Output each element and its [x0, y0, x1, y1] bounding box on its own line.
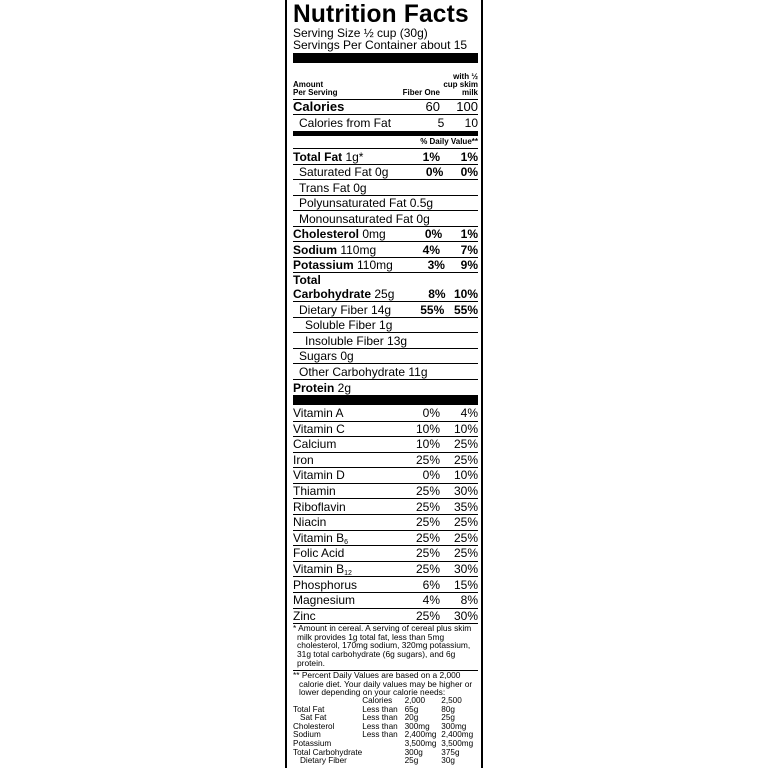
- vitamin-v2: 30%: [453, 608, 478, 623]
- vitamin-label: Iron: [293, 452, 314, 467]
- vitamin-name: [293, 406, 380, 421]
- dv-cell: 375g: [441, 747, 460, 757]
- vitamin-label: Riboflavin: [293, 499, 346, 514]
- nutrient-row: [293, 211, 478, 227]
- nutrient-name: Trans Fat 0g: [299, 180, 367, 195]
- vitamin-v1: 0%: [422, 406, 440, 420]
- dv-cell: 25g: [404, 756, 419, 766]
- vitamin-name: [293, 562, 380, 577]
- vitamin-v1: 25%: [415, 561, 440, 576]
- vitamin-v2: 25%: [453, 546, 478, 561]
- nutrient-row: [293, 149, 478, 165]
- vitamin-name: [293, 546, 380, 561]
- col-with-milk: [440, 73, 478, 97]
- nutrient-label: Sodium: [293, 242, 337, 257]
- vitamin-label: Vitamin C: [293, 421, 345, 436]
- nutrient-name-line1: Total: [293, 273, 321, 287]
- nutrient-name: Insoluble Fiber 13g: [305, 333, 408, 348]
- vitamin-v1: 25%: [415, 499, 440, 514]
- dv-cell: 2,400mg: [441, 730, 474, 740]
- column-header: [293, 65, 478, 99]
- nutrient-name: [293, 273, 394, 301]
- vitamin-row: [293, 437, 478, 453]
- nutrient-name: Saturated Fat 0g: [299, 165, 389, 179]
- nutrient-amount: 0mg: [359, 227, 386, 241]
- daily-values-table: [293, 697, 478, 766]
- dv-cell: Cholesterol: [293, 721, 335, 731]
- dv-cell: 20g: [404, 713, 419, 723]
- nutrient-row: [293, 318, 478, 334]
- nutrient-name: [293, 381, 478, 395]
- nutrient-label: Potassium: [293, 258, 354, 272]
- vitamin-v1: 25%: [415, 515, 440, 530]
- vitamin-v1: 25%: [415, 530, 440, 545]
- nutrient-name-line2: Carbohydrate: [293, 287, 372, 301]
- vitamin-label: Vitamin B: [293, 530, 345, 545]
- nutrient-row: [293, 242, 478, 258]
- nutrient-amount: 25g: [371, 287, 395, 301]
- vitamin-v2: 10%: [453, 421, 478, 436]
- vitamin-row: [293, 515, 478, 531]
- dv-cell: Sat Fat: [300, 713, 327, 723]
- nutrient-row: [293, 258, 478, 274]
- dv-cell: Less than: [362, 704, 398, 714]
- vitamin-row: [293, 593, 478, 609]
- dv-cell: 65g: [404, 704, 419, 714]
- vitamin-subscript: 6: [344, 538, 349, 546]
- vitamin-name: [293, 500, 380, 515]
- nutrient-row: [293, 273, 478, 302]
- vitamin-row: [293, 422, 478, 438]
- vitamin-v2: 8%: [460, 593, 478, 608]
- nutrient-dv-v1: 3%: [427, 258, 445, 272]
- vitamin-label: Vitamin A: [293, 406, 344, 420]
- dv-cell: Less than: [362, 713, 398, 723]
- nutrient-amount: 110mg: [353, 258, 393, 272]
- vitamin-row: [293, 577, 478, 593]
- col-fiber-one: Fiber One: [402, 88, 440, 97]
- vitamin-label: Folic Acid: [293, 546, 345, 561]
- nutrient-name: [293, 150, 380, 164]
- dv-head-cell: 2,500: [441, 695, 462, 705]
- dv-cell: [362, 757, 404, 766]
- vitamin-row: [293, 405, 478, 422]
- calories-v2: 100: [456, 99, 478, 114]
- col2-line1: with ½: [453, 72, 478, 81]
- vitamin-row: [293, 499, 478, 515]
- dv-cell: 3,500mg: [441, 738, 474, 748]
- nutrient-row: [293, 302, 478, 318]
- vitamin-v2: 25%: [453, 530, 478, 545]
- vitamin-v1: 10%: [415, 421, 440, 436]
- dv-cell: Potassium: [293, 738, 332, 748]
- vitamin-name: [293, 609, 380, 624]
- nutrient-dv-v2: 9%: [460, 258, 478, 272]
- calories-v1: 60: [425, 99, 440, 114]
- calories-fat-v1: 5: [437, 116, 445, 130]
- nutrient-row: [293, 349, 478, 365]
- vitamin-label: Calcium: [293, 437, 337, 452]
- nutrient-name: Polyunsaturated Fat 0.5g: [299, 196, 434, 210]
- nutrient-amount: 1g*: [342, 149, 364, 164]
- vitamin-v1: 25%: [415, 608, 440, 623]
- nutrient-dv-v1: 0%: [424, 227, 443, 241]
- dv-cell: [362, 740, 404, 749]
- vitamin-row: [293, 546, 478, 562]
- nutrient-name: Dietary Fiber 14g: [299, 302, 392, 317]
- dv-cell: 30g: [441, 756, 455, 766]
- dv-cell: 300g: [404, 747, 423, 757]
- nutrient-dv-v1: 55%: [420, 302, 445, 317]
- dv-cell: Total Fat: [293, 704, 325, 714]
- calories-fat-v2: 10: [464, 116, 478, 130]
- nutrition-facts-label: [285, 0, 483, 768]
- nutrient-row: [293, 196, 478, 212]
- dv-table-row: [293, 757, 478, 766]
- vitamin-v1: 4%: [422, 593, 440, 608]
- label-title: Nutrition Facts: [293, 0, 469, 28]
- vitamin-row: [293, 453, 478, 469]
- vitamin-v1: 10%: [415, 437, 440, 452]
- nutrient-row: [293, 180, 478, 196]
- dv-cell: 300mg: [441, 721, 467, 731]
- calories-row: [293, 99, 478, 115]
- nutrient-dv-v2: 0%: [460, 165, 478, 179]
- nutrient-label: Cholesterol: [293, 227, 360, 241]
- nutrient-name: Sugars 0g: [299, 349, 354, 363]
- calories-label: Calories: [293, 99, 345, 114]
- nutrient-row: [293, 380, 478, 396]
- dv-head-cell: 2,000: [404, 695, 426, 705]
- servings-per-container: Servings Per Container about 15: [293, 38, 468, 52]
- amount-per-serving: [293, 81, 380, 97]
- vitamin-label: Zinc: [293, 608, 316, 623]
- dv-cell: Total Carbohydrate: [293, 747, 363, 757]
- vitamin-row: [293, 531, 478, 547]
- nutrient-list: [293, 149, 478, 395]
- nutrient-name: [293, 258, 393, 272]
- vitamin-name: [293, 578, 380, 593]
- footnote-daily-values: ** Percent Daily Values are based on a 2,000 calorie diet. Your daily values may be higher or lower depending on your calorie needs:: [293, 670, 473, 698]
- vitamin-label: Thiamin: [293, 483, 336, 498]
- nutrient-name: [293, 227, 386, 241]
- nutrient-label: Total Fat: [293, 149, 343, 164]
- vitamin-v1: 0%: [422, 468, 440, 483]
- nutrient-dv-v2: 1%: [460, 227, 478, 241]
- amount-label: Amount: [293, 80, 324, 89]
- vitamin-name: [293, 484, 380, 499]
- vitamin-subscript: 12: [344, 569, 352, 577]
- col2-line2: cup skim: [443, 80, 478, 89]
- nutrient-amount: 110mg: [337, 242, 377, 257]
- daily-value-header: % Daily Value**: [293, 136, 478, 149]
- vitamin-row: [293, 484, 478, 500]
- nutrient-dv-v1: 4%: [422, 242, 440, 257]
- dv-cell: 25g: [441, 713, 455, 723]
- nutrient-label: Protein: [293, 381, 335, 395]
- vitamin-v2: 35%: [453, 499, 478, 514]
- vitamin-list: [293, 405, 478, 624]
- dv-cell: Less than: [362, 730, 398, 740]
- nutrient-name: Other Carbohydrate 11g: [299, 364, 428, 379]
- vitamin-v2: 15%: [453, 577, 478, 592]
- vitamin-v2: 25%: [453, 437, 478, 452]
- vitamin-v2: 30%: [453, 483, 478, 498]
- nutrient-dv-v2: 10%: [453, 287, 478, 301]
- footnote-amount-in-cereal: * Amount in cereal. A serving of cereal plus skim milk provides 1g total fat, less than 5mg cholesterol, 170mg sodium, 320mg potassium, 31g total carbohydrate (6g sugars), and 6g protein.: [293, 624, 478, 671]
- vitamin-v2: 25%: [453, 452, 478, 467]
- nutrient-dv-v1: 8%: [428, 287, 446, 301]
- vitamin-label: Phosphorus: [293, 577, 358, 592]
- nutrient-dv-v2: 7%: [460, 242, 478, 257]
- vitamin-row: [293, 562, 478, 578]
- nutrient-row: [293, 364, 478, 380]
- nutrient-row: [293, 333, 478, 349]
- nutrient-name: Monounsaturated Fat 0g: [299, 211, 430, 226]
- vitamin-v1: 25%: [415, 546, 440, 561]
- vitamin-v1: 6%: [422, 577, 440, 592]
- nutrient-dv-v2: 55%: [453, 302, 478, 317]
- vitamin-label: Vitamin B: [293, 561, 345, 576]
- vitamin-v2: 10%: [453, 468, 478, 483]
- dv-cell: 3,500mg: [404, 738, 437, 748]
- vitamin-v2: 30%: [453, 561, 478, 576]
- calories-fat-label: Calories from Fat: [299, 116, 392, 130]
- vitamin-name: [293, 437, 380, 452]
- thick-divider-2: [293, 395, 478, 405]
- vitamin-name: [293, 593, 380, 608]
- vitamin-row: [293, 468, 478, 484]
- per-serving-label: Per Serving: [293, 88, 338, 97]
- vitamin-name: [293, 453, 380, 468]
- dv-cell: Sodium: [293, 730, 321, 740]
- nutrient-amount: 2g: [334, 381, 352, 395]
- vitamin-v2: 4%: [460, 406, 478, 420]
- nutrient-row: [293, 227, 478, 243]
- dv-head-cell: Calories: [362, 695, 393, 705]
- dv-cell: Less than: [362, 721, 398, 731]
- dv-cell: 2,400mg: [404, 730, 437, 740]
- vitamin-name: [293, 515, 380, 530]
- dv-cell: [362, 749, 404, 758]
- vitamin-v1: 25%: [415, 452, 440, 467]
- vitamin-name: [293, 468, 380, 483]
- footnotes: [293, 624, 478, 766]
- col2-line3: milk: [461, 88, 478, 97]
- vitamin-v1: 25%: [415, 483, 440, 498]
- nutrient-dv-v1: 0%: [425, 165, 444, 179]
- vitamin-label: Magnesium: [293, 593, 356, 608]
- vitamin-name: [293, 422, 380, 437]
- nutrient-name: Soluble Fiber 1g: [305, 318, 393, 332]
- nutrient-name: [293, 243, 380, 257]
- dv-cell: 80g: [441, 704, 455, 714]
- calories-fat-row: [293, 115, 478, 131]
- vitamin-v2: 25%: [453, 515, 478, 530]
- dv-cell: 300mg: [404, 721, 430, 731]
- vitamin-label: Vitamin D: [293, 468, 345, 483]
- vitamin-label: Niacin: [293, 515, 327, 530]
- nutrient-row: [293, 165, 478, 181]
- thick-divider: [293, 53, 478, 63]
- serving-size: Serving Size ½ cup (30g): [293, 26, 428, 40]
- vitamin-row: [293, 609, 478, 625]
- dv-cell: Dietary Fiber: [300, 756, 347, 766]
- vitamin-name: [293, 531, 380, 546]
- nutrient-dv-v1: 1%: [422, 149, 440, 164]
- nutrient-dv-v2: 1%: [460, 149, 478, 164]
